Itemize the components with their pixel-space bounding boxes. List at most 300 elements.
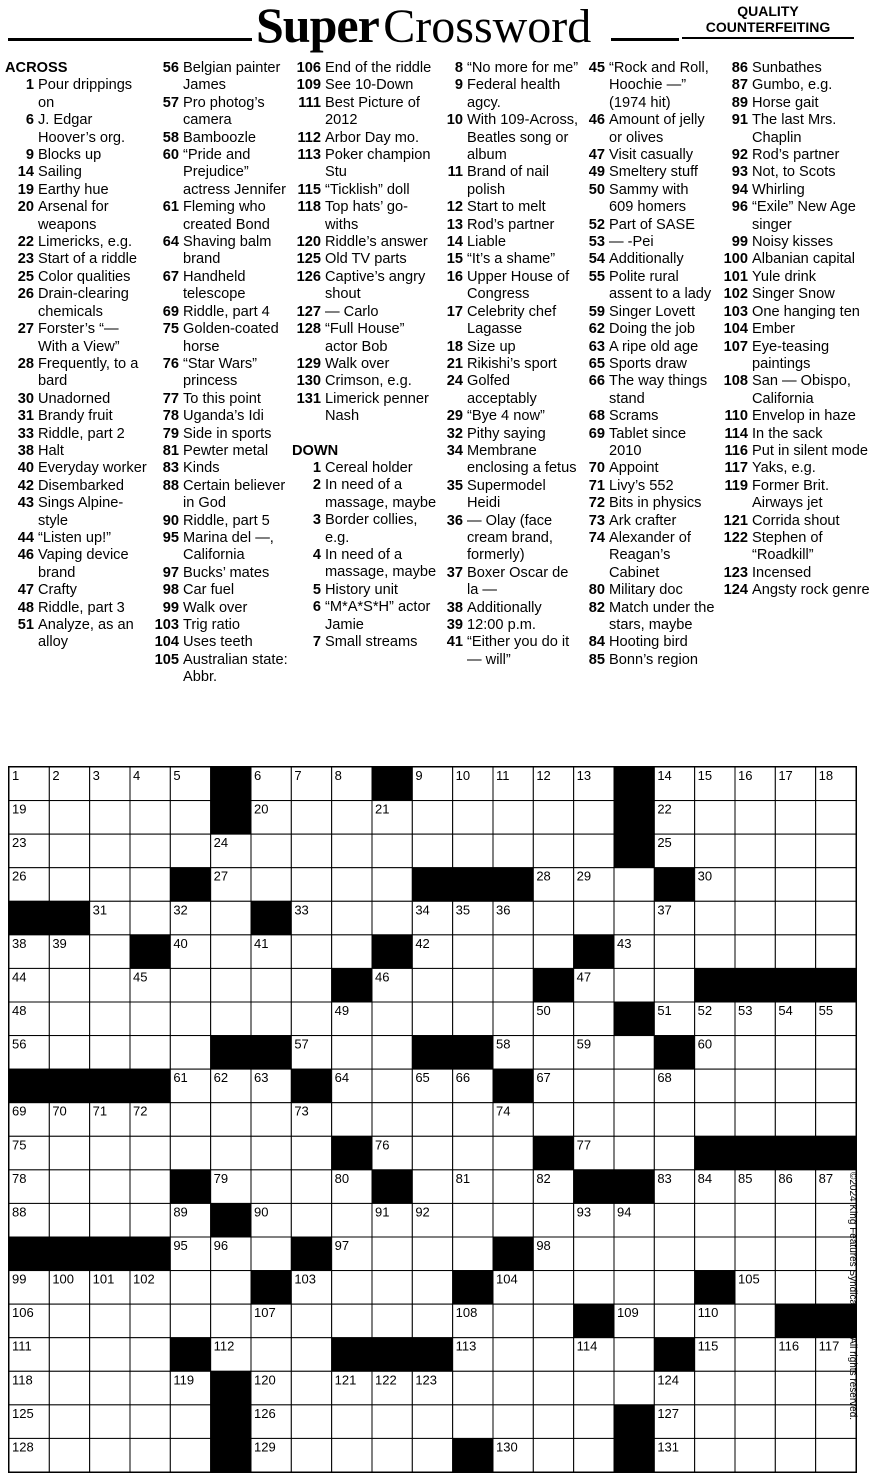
cell-number: 6 <box>254 768 262 783</box>
grid-cell[interactable] <box>412 834 452 868</box>
grid-cell[interactable] <box>49 801 89 835</box>
grid-cell[interactable] <box>493 834 533 868</box>
grid-cell[interactable] <box>695 1237 735 1271</box>
grid-cell[interactable] <box>533 801 573 835</box>
grid-cell[interactable] <box>90 1136 130 1170</box>
grid-cell[interactable] <box>493 1002 533 1036</box>
cell-number: 69 <box>12 1103 27 1119</box>
grid-cell[interactable] <box>735 1237 775 1271</box>
grid-cell[interactable] <box>695 935 735 969</box>
clue-text: Hooting bird <box>609 634 688 651</box>
grid-cell[interactable] <box>211 968 251 1002</box>
grid-cell[interactable] <box>170 1036 210 1070</box>
clue <box>292 251 439 268</box>
clue-number: 58 <box>162 129 179 146</box>
grid-cell[interactable] <box>735 935 775 969</box>
grid-cell[interactable] <box>211 1271 251 1305</box>
grid-cell[interactable] <box>493 1203 533 1237</box>
grid-cell[interactable] <box>170 1002 210 1036</box>
grid-cell[interactable] <box>130 1203 170 1237</box>
grid-cell[interactable] <box>251 1170 291 1204</box>
grid-cell[interactable] <box>735 1405 775 1439</box>
grid-cell[interactable] <box>735 1338 775 1372</box>
grid-cell[interactable] <box>453 1371 493 1405</box>
grid-cell[interactable] <box>614 1338 654 1372</box>
grid-cell[interactable] <box>372 868 412 902</box>
grid-cell[interactable] <box>90 968 130 1002</box>
grid-cell[interactable] <box>332 1036 372 1070</box>
grid-cell[interactable] <box>453 968 493 1002</box>
cell-number: 54 <box>778 1003 793 1018</box>
grid-cell[interactable] <box>49 1338 89 1372</box>
cell-number: 28 <box>536 868 551 884</box>
grid-cell[interactable] <box>735 1304 775 1338</box>
grid-cell[interactable] <box>412 1170 452 1204</box>
grid-cell[interactable] <box>493 1304 533 1338</box>
clue <box>150 95 290 130</box>
grid-cell[interactable] <box>49 1036 89 1070</box>
grid-cell[interactable] <box>90 1002 130 1036</box>
grid-cell[interactable] <box>251 968 291 1002</box>
grid-cell[interactable] <box>775 801 815 835</box>
grid-cell[interactable] <box>614 1371 654 1405</box>
grid-cell[interactable] <box>332 1405 372 1439</box>
grid-cell[interactable] <box>372 1304 412 1338</box>
grid-cell[interactable] <box>372 1271 412 1305</box>
grid-cell[interactable] <box>614 1237 654 1271</box>
clue-text: A ripe old age <box>609 338 699 355</box>
black-square <box>130 1237 170 1271</box>
grid-cell[interactable] <box>412 1136 452 1170</box>
grid-cell[interactable] <box>372 901 412 935</box>
grid-cell[interactable] <box>775 901 815 935</box>
clue-number: 65 <box>588 355 605 372</box>
grid-cell[interactable] <box>735 801 775 835</box>
cell-number: 104 <box>496 1271 518 1287</box>
grid-cell[interactable] <box>493 1170 533 1204</box>
grid-cell[interactable] <box>291 801 331 835</box>
grid-cell[interactable] <box>251 834 291 868</box>
clue-text: Size up <box>467 338 516 355</box>
clue-number: 62 <box>588 321 605 338</box>
grid-cell[interactable] <box>493 801 533 835</box>
black-square <box>9 1069 49 1103</box>
cell-number: 30 <box>697 868 713 884</box>
grid-cell[interactable] <box>654 1203 694 1237</box>
grid-cell[interactable] <box>493 1136 533 1170</box>
grid-cell[interactable] <box>453 1405 493 1439</box>
grid-cell[interactable] <box>251 1338 291 1372</box>
grid-cell[interactable] <box>412 1103 452 1137</box>
clue-number: 16 <box>446 268 463 285</box>
grid-cell[interactable] <box>211 1103 251 1137</box>
grid-cell[interactable] <box>654 1103 694 1137</box>
grid-cell[interactable] <box>574 1371 614 1405</box>
clue-number: 70 <box>588 460 605 477</box>
grid-cell[interactable] <box>654 1136 694 1170</box>
grid-cell[interactable] <box>816 901 856 935</box>
grid-cell[interactable] <box>372 834 412 868</box>
grid-cell[interactable] <box>735 1036 775 1070</box>
grid-cell[interactable] <box>735 868 775 902</box>
grid-cell[interactable] <box>574 834 614 868</box>
grid-cell[interactable] <box>816 1103 856 1137</box>
grid-cell[interactable] <box>654 935 694 969</box>
grid-cell[interactable] <box>251 868 291 902</box>
grid-cell[interactable] <box>574 1405 614 1439</box>
grid-cell[interactable] <box>574 1271 614 1305</box>
grid-cell[interactable] <box>170 1103 210 1137</box>
clue <box>719 513 871 530</box>
cell-number: 21 <box>375 801 390 817</box>
grid-cell[interactable] <box>493 968 533 1002</box>
grid-cell[interactable] <box>130 868 170 902</box>
grid-cell[interactable] <box>372 1237 412 1271</box>
clue <box>576 182 716 217</box>
grid-cell[interactable] <box>90 1036 130 1070</box>
grid-cell[interactable] <box>90 1338 130 1372</box>
grid-cell[interactable] <box>574 901 614 935</box>
grid-cell[interactable] <box>614 1271 654 1305</box>
cell-number: 122 <box>375 1372 397 1388</box>
grid-cell[interactable] <box>533 901 573 935</box>
grid-cell[interactable] <box>493 1405 533 1439</box>
grid-cell[interactable] <box>775 1371 815 1405</box>
grid-cell[interactable] <box>251 1002 291 1036</box>
grid-cell[interactable] <box>211 901 251 935</box>
grid-cell[interactable] <box>816 1069 856 1103</box>
grid-cell[interactable] <box>211 1304 251 1338</box>
grid-cell[interactable] <box>130 1438 170 1472</box>
grid-cell[interactable] <box>49 834 89 868</box>
grid-cell[interactable] <box>372 1438 412 1472</box>
grid-cell[interactable] <box>130 834 170 868</box>
clue-number: 68 <box>588 408 605 425</box>
grid-cell[interactable] <box>291 834 331 868</box>
grid-cell[interactable] <box>332 834 372 868</box>
grid-cell[interactable] <box>291 1371 331 1405</box>
grid-cell[interactable] <box>654 1304 694 1338</box>
grid-cell[interactable] <box>493 1371 533 1405</box>
grid-cell[interactable] <box>816 1438 856 1472</box>
grid-cell[interactable] <box>574 801 614 835</box>
grid-cell[interactable] <box>372 1069 412 1103</box>
grid-cell[interactable] <box>695 1438 735 1472</box>
grid-cell[interactable] <box>614 968 654 1002</box>
grid-cell[interactable] <box>211 935 251 969</box>
clue-text: Put in silent mode <box>752 442 869 459</box>
cell-number: 110 <box>697 1305 719 1321</box>
grid-cell[interactable] <box>170 834 210 868</box>
clue-number: 104 <box>154 634 179 651</box>
clue-text: The way things stand <box>609 373 708 407</box>
grid-cell[interactable] <box>49 1170 89 1204</box>
clue-text: Pour drippings on <box>38 77 133 111</box>
grid-cell[interactable] <box>533 834 573 868</box>
grid-cell[interactable] <box>332 1203 372 1237</box>
grid-cell[interactable] <box>130 1405 170 1439</box>
grid-cell[interactable] <box>291 1170 331 1204</box>
grid-cell[interactable] <box>49 968 89 1002</box>
grid-cell[interactable] <box>372 1103 412 1137</box>
grid-cell[interactable] <box>412 1405 452 1439</box>
grid-cell[interactable] <box>775 935 815 969</box>
grid-cell[interactable] <box>291 868 331 902</box>
grid-cell[interactable] <box>332 868 372 902</box>
grid-cell[interactable] <box>291 1405 331 1439</box>
grid-cell[interactable] <box>695 1069 735 1103</box>
grid-cell[interactable] <box>614 1103 654 1137</box>
grid-cell[interactable] <box>130 1136 170 1170</box>
clue-text: Bits in physics <box>609 495 702 512</box>
grid-cell[interactable] <box>614 1036 654 1070</box>
grid-cell[interactable] <box>332 801 372 835</box>
grid-cell[interactable] <box>170 1438 210 1472</box>
clue-text: J. Edgar Hoover’s org. <box>38 112 126 146</box>
grid-cell[interactable] <box>130 901 170 935</box>
grid-cell[interactable] <box>453 834 493 868</box>
grid-cell[interactable] <box>291 1002 331 1036</box>
grid-cell[interactable] <box>332 1438 372 1472</box>
grid-cell[interactable] <box>453 1136 493 1170</box>
grid-cell[interactable] <box>251 1237 291 1271</box>
clue <box>719 582 871 599</box>
clue-text: “Ticklish” doll <box>325 181 410 198</box>
clue-number: 61 <box>162 199 179 216</box>
grid-cell[interactable] <box>372 1002 412 1036</box>
clue-number: 28 <box>17 355 34 372</box>
grid-cell[interactable] <box>695 1371 735 1405</box>
clue-text: Supermodel Heidi <box>467 477 546 512</box>
grid-cell[interactable] <box>412 968 452 1002</box>
clue <box>576 304 716 321</box>
grid-cell[interactable] <box>816 801 856 835</box>
grid-cell[interactable] <box>49 1371 89 1405</box>
clue-number: 47 <box>17 582 34 599</box>
grid-cell[interactable] <box>735 901 775 935</box>
grid-cell[interactable] <box>735 1069 775 1103</box>
clue-text: Singer Snow <box>752 286 835 303</box>
grid-cell[interactable] <box>412 1304 452 1338</box>
grid-cell[interactable] <box>775 1438 815 1472</box>
grid-cell[interactable] <box>735 834 775 868</box>
grid-cell[interactable] <box>695 901 735 935</box>
grid-cell[interactable] <box>533 1036 573 1070</box>
grid-cell[interactable] <box>412 801 452 835</box>
clue-number: 115 <box>297 181 321 198</box>
grid-cell[interactable] <box>90 935 130 969</box>
grid-cell[interactable] <box>775 868 815 902</box>
grid-cell[interactable] <box>49 1002 89 1036</box>
grid-cell[interactable] <box>654 968 694 1002</box>
grid-cell[interactable] <box>735 1371 775 1405</box>
grid-cell[interactable] <box>775 834 815 868</box>
grid-cell[interactable] <box>654 1237 694 1271</box>
grid-cell[interactable] <box>49 1438 89 1472</box>
grid-cell[interactable] <box>816 834 856 868</box>
grid-cell[interactable] <box>775 1405 815 1439</box>
grid-cell[interactable] <box>332 1304 372 1338</box>
cell-number: 3 <box>92 768 100 783</box>
grid-cell[interactable] <box>453 801 493 835</box>
grid-cell[interactable] <box>130 1304 170 1338</box>
grid-cell[interactable] <box>49 1203 89 1237</box>
cell-number: 101 <box>92 1271 115 1287</box>
grid-cell[interactable] <box>453 1203 493 1237</box>
clue-number: 15 <box>446 251 463 268</box>
clue-text: Horse gait <box>752 94 819 111</box>
grid-cell[interactable] <box>695 1103 735 1137</box>
grid-cell[interactable] <box>654 1271 694 1305</box>
clue <box>576 478 716 495</box>
grid-cell[interactable] <box>170 801 210 835</box>
grid-cell[interactable] <box>533 1438 573 1472</box>
grid-cell[interactable] <box>90 1304 130 1338</box>
grid-cell[interactable] <box>170 1271 210 1305</box>
grid-cell[interactable] <box>90 1203 130 1237</box>
grid-cell[interactable] <box>170 968 210 1002</box>
grid-cell[interactable] <box>412 1271 452 1305</box>
grid-cell[interactable] <box>90 1371 130 1405</box>
grid-cell[interactable] <box>291 1304 331 1338</box>
grid-cell[interactable] <box>453 1002 493 1036</box>
grid-cell[interactable] <box>332 901 372 935</box>
grid-cell[interactable] <box>614 1069 654 1103</box>
grid-cell[interactable] <box>574 1002 614 1036</box>
grid-cell[interactable] <box>695 1203 735 1237</box>
grid-cell[interactable] <box>574 1069 614 1103</box>
clue <box>719 339 871 374</box>
grid-cell[interactable] <box>775 1069 815 1103</box>
grid-cell[interactable] <box>533 1371 573 1405</box>
grid-cell[interactable] <box>49 868 89 902</box>
grid-cell[interactable] <box>453 935 493 969</box>
clue-number: 97 <box>162 564 179 581</box>
grid-cell[interactable] <box>775 1271 815 1305</box>
clue-text: Arsenal for weapons <box>38 199 109 233</box>
grid-cell[interactable] <box>695 1405 735 1439</box>
clue-number: 47 <box>588 147 605 164</box>
grid-cell[interactable] <box>775 1036 815 1070</box>
section-heading: DOWN <box>292 442 339 459</box>
grid-cell[interactable] <box>90 1170 130 1204</box>
grid-cell[interactable] <box>412 1237 452 1271</box>
grid-cell[interactable] <box>90 1405 130 1439</box>
grid-cell[interactable] <box>695 801 735 835</box>
grid-cell[interactable] <box>211 1136 251 1170</box>
grid-cell[interactable] <box>574 1438 614 1472</box>
grid-cell[interactable] <box>291 1338 331 1372</box>
clue <box>150 60 290 95</box>
clue <box>5 182 147 199</box>
grid-cell[interactable] <box>533 1405 573 1439</box>
clue-text: Appoint <box>609 460 659 477</box>
grid-cell[interactable] <box>130 1036 170 1070</box>
cell-number: 42 <box>415 935 430 951</box>
grid-cell[interactable] <box>332 1271 372 1305</box>
grid-cell[interactable] <box>533 1271 573 1305</box>
grid-cell[interactable] <box>211 1002 251 1036</box>
grid-cell[interactable] <box>130 1371 170 1405</box>
grid-cell[interactable] <box>130 1338 170 1372</box>
clue-text: Rod’s partner <box>467 216 555 233</box>
cell-number: 119 <box>173 1372 195 1388</box>
grid-cell[interactable] <box>412 1438 452 1472</box>
grid-cell[interactable] <box>90 1438 130 1472</box>
clue-number: 90 <box>162 512 179 529</box>
grid-cell[interactable] <box>775 1103 815 1137</box>
grid-cell[interactable] <box>533 1304 573 1338</box>
grid-cell[interactable] <box>372 1036 412 1070</box>
grid-cell[interactable] <box>735 1203 775 1237</box>
grid-cell[interactable] <box>533 1203 573 1237</box>
grid-cell[interactable] <box>412 1002 452 1036</box>
grid-cell[interactable] <box>291 1136 331 1170</box>
grid-cell[interactable] <box>291 935 331 969</box>
grid-cell[interactable] <box>291 968 331 1002</box>
grid-cell[interactable] <box>130 1002 170 1036</box>
clue-number: 78 <box>162 408 179 425</box>
cell-number: 13 <box>576 768 592 783</box>
grid-cell[interactable] <box>775 1237 815 1271</box>
grid-cell[interactable] <box>816 868 856 902</box>
grid-cell[interactable] <box>493 1338 533 1372</box>
grid-cell[interactable] <box>614 1136 654 1170</box>
grid-cell[interactable] <box>49 1136 89 1170</box>
black-square <box>211 801 251 835</box>
grid-cell[interactable] <box>735 1103 775 1137</box>
grid-cell[interactable] <box>170 1304 210 1338</box>
grid-cell[interactable] <box>574 1103 614 1137</box>
grid-cell[interactable] <box>533 935 573 969</box>
grid-cell[interactable] <box>695 834 735 868</box>
grid-cell[interactable] <box>130 801 170 835</box>
grid-cell[interactable] <box>49 1304 89 1338</box>
grid-cell[interactable] <box>816 1036 856 1070</box>
grid-cell[interactable] <box>533 1338 573 1372</box>
clue-text: Yaks, e.g. <box>752 460 816 477</box>
grid-cell[interactable] <box>453 1237 493 1271</box>
grid-cell[interactable] <box>816 935 856 969</box>
black-square <box>130 935 170 969</box>
grid-cell[interactable] <box>90 801 130 835</box>
grid-cell[interactable] <box>90 868 130 902</box>
grid-cell[interactable] <box>332 935 372 969</box>
grid-cell[interactable] <box>332 1103 372 1137</box>
grid-cell[interactable] <box>775 1203 815 1237</box>
grid-cell[interactable] <box>372 1405 412 1439</box>
grid-cell[interactable] <box>90 834 130 868</box>
grid-cell[interactable] <box>251 1103 291 1137</box>
clue <box>150 600 290 617</box>
grid-cell[interactable] <box>533 1103 573 1137</box>
grid-cell[interactable] <box>493 935 533 969</box>
grid-cell[interactable] <box>170 1136 210 1170</box>
grid-cell[interactable] <box>49 1405 89 1439</box>
grid-cell[interactable] <box>453 1103 493 1137</box>
grid-cell[interactable] <box>251 1136 291 1170</box>
grid-cell[interactable] <box>170 1405 210 1439</box>
grid-cell[interactable] <box>735 1438 775 1472</box>
grid-cell[interactable] <box>614 868 654 902</box>
grid-cell[interactable] <box>614 901 654 935</box>
grid-cell[interactable] <box>574 1237 614 1271</box>
clue-number: 55 <box>588 268 605 285</box>
grid-cell[interactable] <box>291 1438 331 1472</box>
clue-number: 24 <box>446 373 463 390</box>
grid-cell[interactable] <box>130 1170 170 1204</box>
grid-cell[interactable] <box>291 1203 331 1237</box>
